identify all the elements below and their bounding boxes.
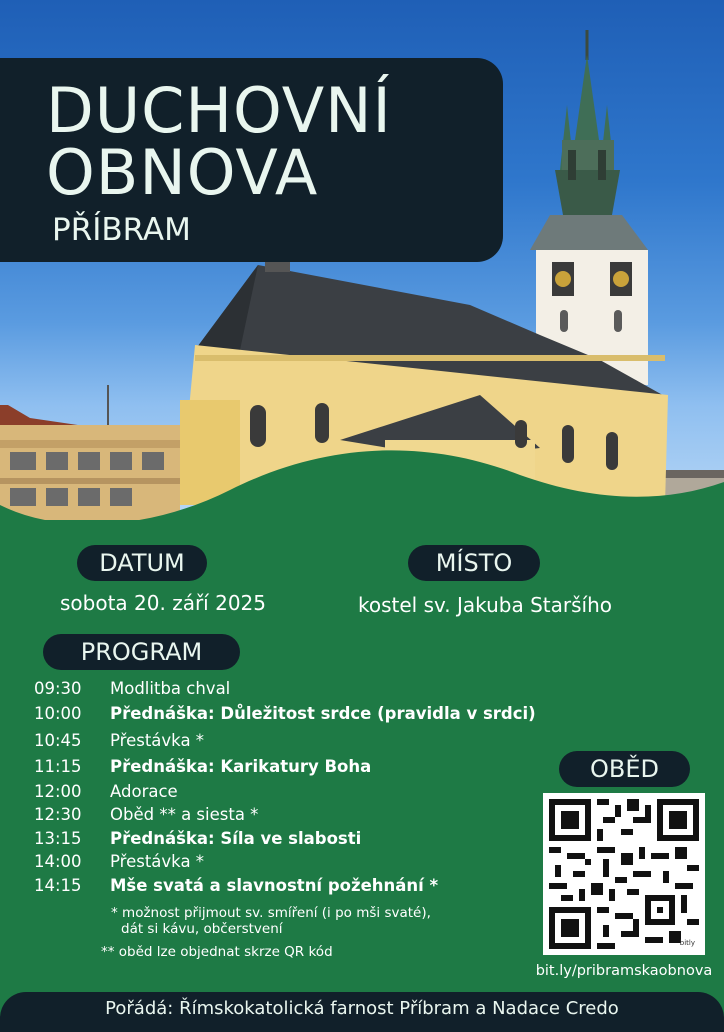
qr-code-graphic bbox=[549, 799, 699, 949]
lunch-label: OBĚD bbox=[559, 751, 690, 787]
program-time: 11:15 bbox=[34, 757, 82, 776]
program-activity: Přednáška: Důležitost srdce (pravidla v srdci) bbox=[110, 704, 536, 723]
program-activity: Adorace bbox=[110, 782, 178, 801]
program-label: PROGRAM bbox=[43, 634, 240, 670]
poster-title-line1: DUCHOVNÍ bbox=[46, 74, 392, 147]
place-value: kostel sv. Jakuba Staršího bbox=[358, 593, 613, 617]
program-time: 12:00 bbox=[34, 782, 82, 801]
place-label: MÍSTO bbox=[408, 545, 540, 581]
program-time: 10:00 bbox=[34, 704, 82, 723]
program-activity: Přednáška: Síla ve slabosti bbox=[110, 829, 362, 848]
qr-code[interactable] bbox=[543, 793, 705, 955]
poster-subtitle: PŘÍBRAM bbox=[52, 212, 191, 248]
program-activity: Mše svatá a slavnostní požehnání * bbox=[110, 876, 439, 895]
lunch-link[interactable]: bit.ly/pribramskaobnova bbox=[535, 963, 713, 979]
program-time: 12:30 bbox=[34, 805, 82, 824]
program-time: 13:15 bbox=[34, 829, 82, 848]
program-time: 10:45 bbox=[34, 731, 82, 750]
note-lunch: ** oběd lze objednat skrze QR kód bbox=[101, 944, 333, 960]
program-time: 14:00 bbox=[34, 852, 82, 871]
left-building bbox=[0, 385, 180, 520]
footer-organizer: Pořádá: Římskokatolická farnost Příbram a Nadace Credo bbox=[0, 992, 724, 1032]
program-activity: Oběd ** a siesta * bbox=[110, 805, 259, 824]
program-time: 14:15 bbox=[34, 876, 82, 895]
date-value: sobota 20. září 2025 bbox=[60, 591, 266, 615]
note-confession: * možnost přijmout sv. smíření (i po mši svaté), bbox=[111, 905, 431, 921]
program-time: 09:30 bbox=[34, 679, 82, 698]
program-activity: Přestávka * bbox=[110, 852, 205, 871]
program-activity: Modlitba chval bbox=[110, 679, 231, 698]
poster-title-line2: OBNOVA bbox=[46, 136, 319, 209]
tower-spire bbox=[530, 30, 648, 250]
program-activity: Přednáška: Karikatury Boha bbox=[110, 757, 372, 776]
note-coffee: dát si kávu, občerstvení bbox=[121, 921, 283, 937]
qr-brand-label: bitly bbox=[679, 939, 695, 947]
date-label: DATUM bbox=[77, 545, 207, 581]
program-activity: Přestávka * bbox=[110, 731, 205, 750]
